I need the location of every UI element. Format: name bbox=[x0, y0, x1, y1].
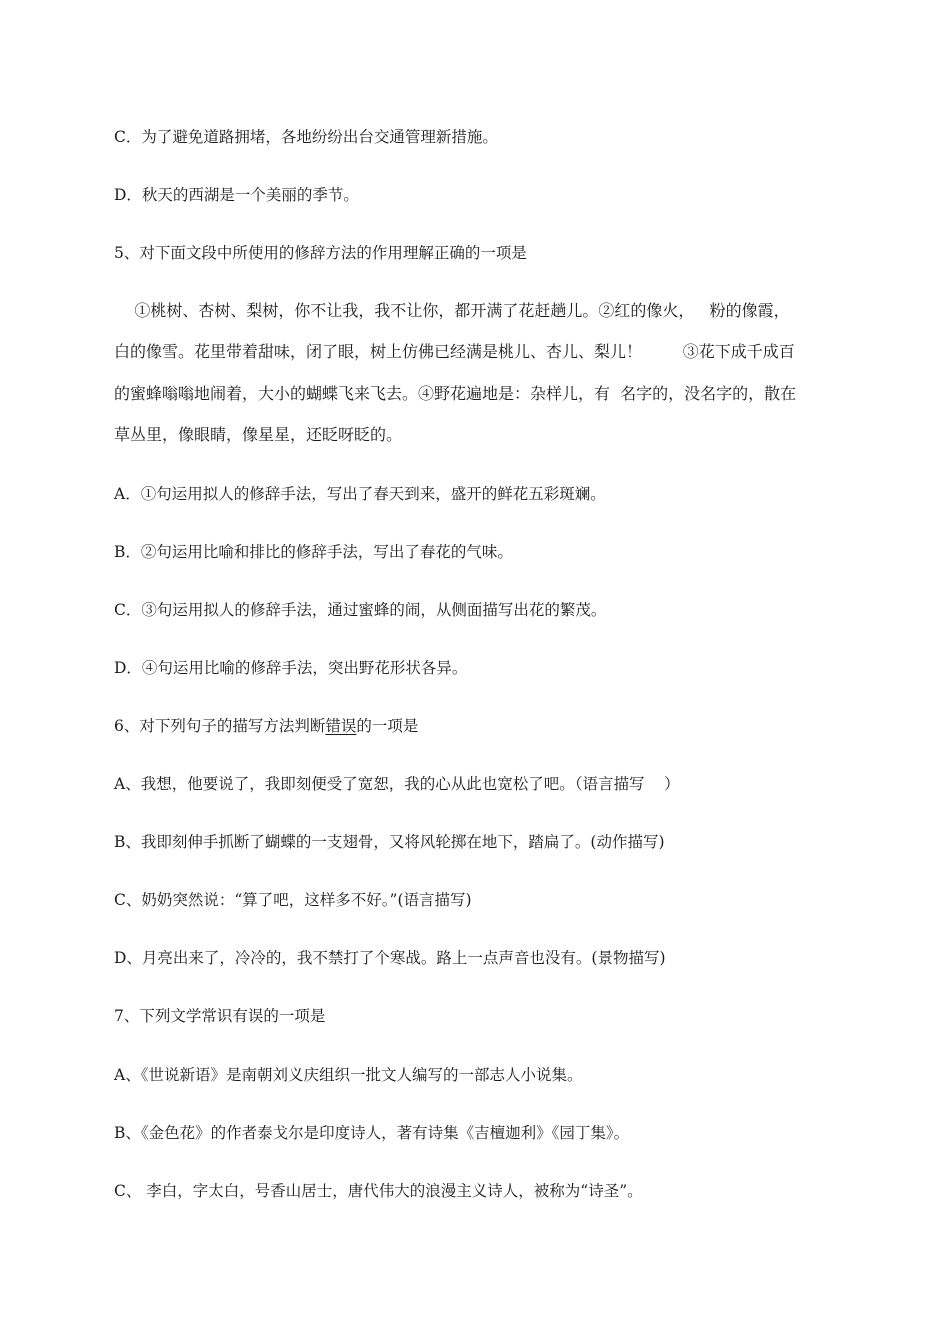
q6-stem bbox=[114, 715, 418, 737]
q5-passage-line: 的蜜蜂嗡嗡地闹着，大小的蝴蝶飞来飞去。④野花遍地是：杂样儿，有 名字的，没名字的，散在 bbox=[114, 384, 797, 403]
q5-passage-line: 草丛里，像眼睛，像星星，还眨呀眨的。 bbox=[114, 425, 403, 444]
q6-option-b: B、我即刻伸手抓断了蝴蝶的一支翅骨，又将风轮掷在地下，踏扁了。(动作描写) bbox=[114, 833, 665, 851]
q7-option-a: A、《世说新语》是南朝刘义庆组织一批文人编写的一部志人小说集。 bbox=[114, 1066, 583, 1084]
q4-option-d: D．秋天的西湖是一个美丽的季节。 bbox=[114, 186, 359, 204]
q7-option-c: C、 李白，字太白，号香山居士，唐代伟大的浪漫主义诗人，被称为“诗圣”。 bbox=[114, 1182, 643, 1200]
q5-option-b: B．②句运用比喻和排比的修辞手法，写出了春花的气味。 bbox=[114, 543, 513, 561]
q5-option-c: C．③句运用拟人的修辞手法，通过蜜蜂的闹，从侧面描写出花的繁茂。 bbox=[114, 601, 607, 619]
q5-passage-line: 白的像雪。花里带着甜味，闭了眼，树上仿佛已经满是桃儿、杏儿、梨儿！ ③花下成千成百 bbox=[114, 342, 795, 361]
q5-option-d: D．④句运用比喻的修辞手法，突出野花形状各异。 bbox=[114, 659, 468, 677]
q6-stem-text-end: 的一项是 bbox=[356, 717, 419, 735]
q6-stem-text: 6、对下列句子的描写方法判断 bbox=[114, 717, 326, 735]
q7-option-b: B、《金色花》的作者泰戈尔是印度诗人，著有诗集《吉檀迦利》《园丁集》。 bbox=[114, 1124, 630, 1142]
q6-option-d: D、月亮出来了，冷冷的，我不禁打了个寒战。路上一点声音也没有。(景物描写) bbox=[114, 949, 666, 967]
q5-stem: 5、对下面文段中所使用的修辞方法的作用理解正确的一项是 bbox=[114, 244, 527, 262]
q5-passage-line: ①桃树、杏树、梨树，你不让我，我不让你，都开满了花赶趟儿。②红的像火， 粉的像霞， bbox=[114, 301, 790, 320]
q6-stem-underlined: 错误 bbox=[325, 717, 357, 735]
q6-option-c: C、奶奶突然说：“算了吧，这样多不好。”(语言描写) bbox=[114, 891, 472, 909]
q5-option-a: A．①句运用拟人的修辞手法，写出了春天到来，盛开的鲜花五彩斑斓。 bbox=[114, 485, 606, 503]
q6-option-a: A、我想，他要说了，我即刻便受了宽恕，我的心从此也宽松了吧。（语言描写 ） bbox=[114, 775, 680, 793]
q4-option-c: C．为了避免道路拥堵，各地纷纷出台交通管理新措施。 bbox=[114, 128, 498, 146]
q7-stem: 7、下列文学常识有误的一项是 bbox=[114, 1007, 326, 1025]
